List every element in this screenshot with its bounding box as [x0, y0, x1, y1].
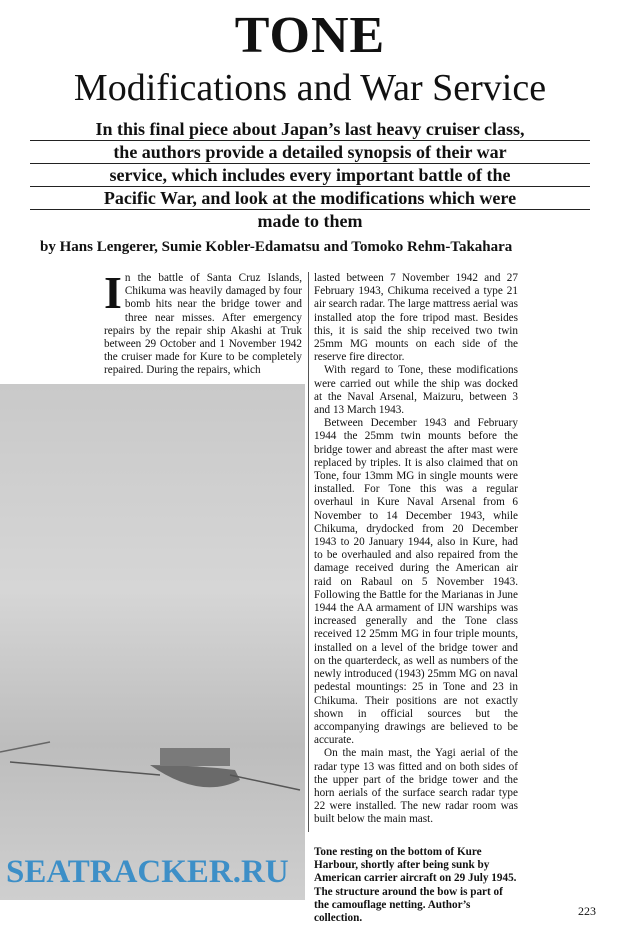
article-subtitle: Modifications and War Service: [73, 67, 547, 109]
page-number: 223: [578, 904, 596, 918]
standfirst-line: made to them: [257, 211, 363, 231]
right-column: [314, 272, 518, 827]
paragraph: With regard to Tone, these modifications were carried out while the ship was docked at the Naval Arsenal, Maizuru, between 3 and 13 March 1943.: [314, 364, 518, 417]
standfirst-line: In this final piece about Japan’s last heavy cruiser class,: [30, 118, 590, 141]
standfirst-line: Pacific War, and look at the modifications which were: [30, 187, 590, 210]
drop-cap: I: [104, 267, 122, 318]
byline: by Hans Lengerer, Sumie Kobler-Edamatsu and Tomoko Rehm-Takahara: [40, 239, 513, 255]
article-title: TONE: [234, 7, 386, 64]
left-column-text: n the battle of Santa Cruz Islands, Chikuma was heavily damaged by four bomb hits near the bridge tower and three near misses. After emergency repairs by the repair ship Akashi at Truk between 29 October and 1 November 1942 the cruiser made for Kure to be completely repaired. During the repairs, which: [104, 272, 302, 377]
standfirst-line: the authors provide a detailed synopsis of their war: [30, 141, 590, 164]
standfirst: [30, 118, 590, 232]
watermark-text: SEATRACKER.RU: [6, 854, 289, 890]
paragraph: On the main mast, the Yagi aerial of the radar type 13 was fitted and on both sides of the upper part of the bridge tower and the horn aerials of the surface search radar type 22 were installed. The new radar room was built below the main mast.: [314, 747, 518, 826]
rowboat-image: [0, 384, 305, 900]
left-column: [104, 267, 302, 378]
column-divider: [308, 272, 309, 832]
paragraph: lasted between 7 November 1942 and 27 February 1943, Chikuma received a type 21 air search radar. The large mattress aerial was installed atop the fore tripod mast. Besides this, it is said the ship received two twin 25mm MG mounts on each side of the reserve fire director.: [314, 272, 518, 364]
photo-caption: Tone resting on the bottom of Kure Harbour, shortly after being sunk by American carrier aircraft on 29 July 1945. The structure around the bow is part of the camouflage netting. Author’s collection.: [314, 846, 517, 925]
watermark: [6, 852, 302, 896]
standfirst-line: service, which includes every important battle of the: [30, 164, 590, 187]
paragraph: Between December 1943 and February 1944 the 25mm twin mounts before the bridge tower and abreast the after mast were replaced by triples. It is also claimed that on Tone, four 13mm MG in single mounts were installed. For Tone this was a regular overhaul in Kure Naval Arsenal from 6 November to 14 December 1943, while Chikuma, drydocked from 20 December 1943 to 20 January 1944, also in Kure, had to be overhauled and also repaired from the damage received during the American air raid on Rabaul on 5 November 1943. Following the Battle for the Marianas in June 1944 the AA armament of IJN warships was increased generally and the Tone class received 12 25mm MG in four triple mounts, installed on a level of the bridge tower and on the quarterdeck, as well as numbers of the newly introduced (1943) 25mm MG on naval pedestal mountings: 25 in Tone and 23 in Chikuma. Their positions are not exactly shown in official sources but the accompanying drawings are believed to be accurate.: [314, 417, 518, 747]
ship-photo: [0, 384, 305, 900]
